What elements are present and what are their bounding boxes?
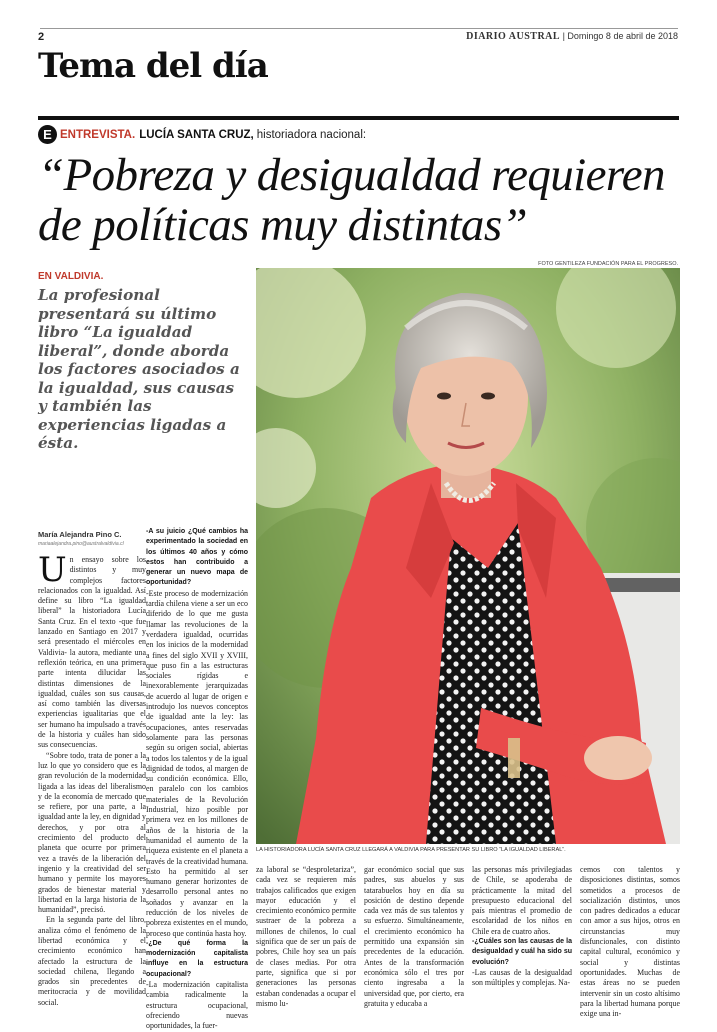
- col3-paragraph: za laboral se “desproletariza”, cada vez se requieren más trabajos calificados que exigen mayor educación y el crecimiento económico permite sustraer de la pobreza a millones de chilenos, lo cual significa que de ser un país de pobres, Chile hoy sea un país de clases medias. Por otra parte, significa que si por generaciones las personas estaban condenadas a ocupar el mismo lu-: [256, 865, 356, 1008]
- article-column-3: [256, 865, 356, 1009]
- headline: “Pobreza y desigualdad requieren de políticas muy distintas”: [38, 149, 665, 251]
- answer-2: -La modernización capitalista cambia radicalmente la estructura ocupacional, ofreciendo nuevas oportunidades, la fuer-: [146, 980, 248, 1031]
- col5-paragraph: las personas más privilegiadas de Chile, se apoderaba de prácticamente la mitad del presupuesto educacional del país mientras el promedio de escolaridad de los niños en Chile era de cuatro años.: [472, 865, 572, 936]
- col6-paragraph: cemos con talentos y disposiciones distintas, somos sometidos a procesos de socialización distintos, unos con padres dedicados a educar con amor a sus hijos, otros en circunstancias muy disfuncionales, con distinto capital cultural, económico y social y distintas oportunidades. Muchas de estas áreas no se pueden intervenir sin un costo altísimo para la libertad humana porque exige una in-: [580, 865, 680, 1019]
- portrait-photo: [256, 268, 680, 844]
- col4-paragraph: gar económico social que sus padres, sus abuelos y sus tatarabuelos hoy en día su posición de destino depende cada vez más de sus talentos y su esfuerzo. Simultáneamente, el crecimiento económico ha permitido una expansión sin precedentes de la educación. Antes de la transformación económica sólo el tres por ciento ingresaba a la universidad que, por cierto, era gratuita y educaba a: [364, 865, 464, 1008]
- page-number: 2: [38, 31, 45, 43]
- kicker-role: historiadora nacional:: [256, 128, 367, 141]
- kicker: [38, 125, 366, 144]
- top-rule: [40, 28, 678, 29]
- section-rule: [38, 116, 679, 120]
- article-column-2: [146, 527, 248, 1032]
- col1-paragraph-3: En la segunda parte del libro, analiza cómo el fenómeno de la libertad económica y el crecimiento económico han afectado la estructura de la sociedad chilena, llegando a grados sin precedentes de meritocracia y de movilidad social.: [38, 915, 146, 1007]
- question-3: -¿Cuáles son las causas de la desigualdad y cuál ha sido su evolución?: [472, 938, 572, 966]
- col1-paragraph-1: n ensayo sobre los distintos y muy complejos factores relacionados con la igualdad. Así define su libro “La igualdad liberal” la historiadora Lucía Santa Cruz. En el texto -que fue lanzado en Santiago en 2017 y será presentado el miércoles en Valdivia- la autora, mediante una reflexión teórica, en una primera parte intenta dilucidar las distintas dimensiones de la igualdad, cuáles son sus causas, así como también las diversas experiencias igualitarias que el ser humano ha impulsado a través de la historia y cuáles han sido sus consecuencias.: [38, 555, 146, 750]
- article-column-6: [580, 865, 680, 1019]
- publication-name: DIARIO AUSTRAL: [466, 31, 561, 42]
- question-1: -A su juicio ¿Qué cambios ha experimentado la sociedad en los últimos 40 años y cómo estos han contribuido a generar un nuevo mapa de oportunidad?: [146, 528, 248, 587]
- answer-1: -Este proceso de modernización tardía chilena viene a ser un eco diferido de lo que me gusta llamar las revoluciones de la verdadera igualdad, ocurridas en los inicios de la modernidad a fines del siglo XVII y XVIII, que puso fin a las estructuras sociales rígidas e inexorablemente jerarquizadas de acuerdo al lugar de origen e introdujo los nuevos conceptos de igualdad ante la ley: las ocupaciones, antes reservadas solamente para las personas según su origen social, abiertas a todos los talentos y de la igual dignidad de todos, al margen de su condición económica. Ello, en paralelo con los cambios materiales de la Revolución Industrial, hizo posible por primera vez en los millones de años de la historia de la humanidad el aumento de la riqueza existente en el planeta a través de la creatividad humana. Esto ha permitido al ser humano generar horizontes de desarrollo personal antes no soñados y avanzar en la reducción de los niveles de pobreza existentes en el mundo, proceso que continúa hasta hoy.: [146, 588, 248, 938]
- article-column-5: [472, 865, 572, 989]
- section-title: Tema del día: [38, 46, 268, 86]
- kicker-name: LUCÍA SANTA CRUZ,: [139, 128, 254, 141]
- answer-3: -Las causas de la desigualdad son múltiples y complejas. Na-: [472, 967, 572, 988]
- location-label: EN VALDIVIA.: [38, 271, 104, 282]
- question-2: -¿De qué forma la modernización capitalista influye en la estructura ocupacional?: [146, 939, 248, 978]
- byline-email: mariaalejandra.pino@australvaldivia.cl: [38, 541, 124, 547]
- article-column-4: [364, 865, 464, 1009]
- photo-caption: LA HISTORIADORA LUCÍA SANTA CRUZ LLEGARÁ A VALDIVIA PARA PRESENTAR SU LIBRO “LA IGUALDAD LIBERAL”.: [256, 847, 566, 853]
- publication-date: | Domingo 8 de abril de 2018: [562, 31, 678, 41]
- col1-paragraph-2: “Sobre todo, trata de poner a la luz lo que yo considero que es la gran revolución de la modernidad ligada a las ideas del liberalismo y de la economía de mercado que se refiere, por una parte, a la igualdad ante la ley, en dignidad y derechos, y por otra al crecimiento del producto del planeta que ocurre por primera vez a través de la liberación del ingenio y la creatividad del ser humano y permite los mayores grados de bienestar material y libertad en la larga historia de la humanidad”, precisó.: [38, 750, 146, 915]
- deck: La profesional presentará su último libro “La igualdad liberal”, donde aborda los factores asociados a la igualdad, sus causas y también las experiencias ligadas a ésta.: [38, 286, 240, 452]
- masthead: [466, 31, 678, 42]
- drop-cap: U: [38, 550, 67, 590]
- article-column-1: [38, 550, 146, 1008]
- kicker-label: ENTREVISTA.: [60, 128, 136, 141]
- byline-author: María Alejandra Pino C.: [38, 530, 122, 539]
- photo-credit: FOTO GENTILEZA FUNDACIÓN PARA EL PROGRESO.: [538, 261, 678, 267]
- entrevista-badge-icon: E: [38, 125, 57, 144]
